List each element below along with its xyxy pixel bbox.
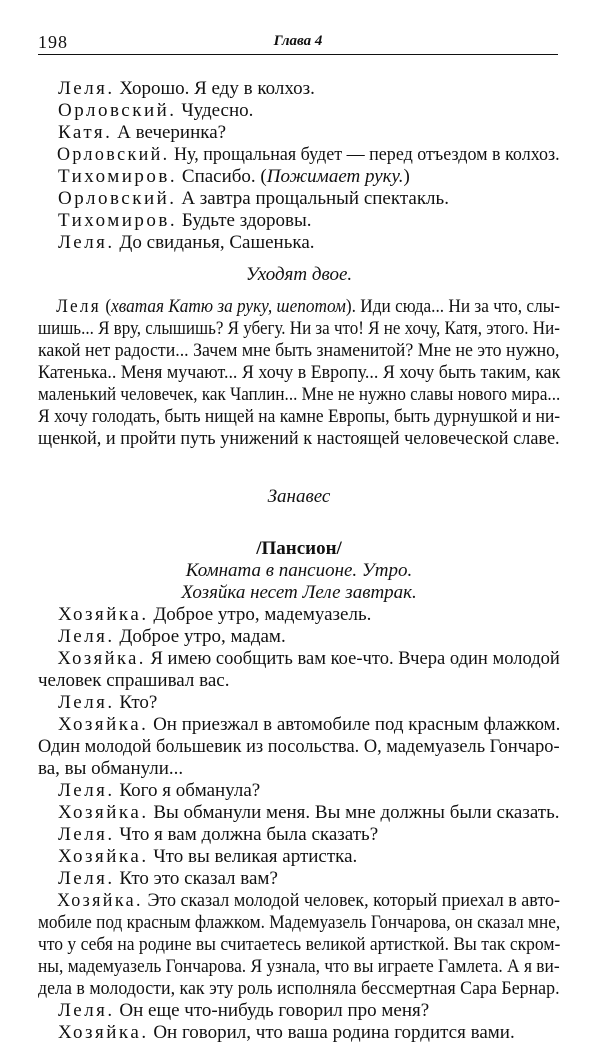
dialogue-line: Хозяйка. Что вы великая артистка.	[58, 846, 358, 867]
dialogue-line: Хозяйка. Доброе утро, мадемуазель.	[58, 604, 372, 625]
stage-direction: Уходят двое.	[245, 264, 353, 285]
dialogue-line: Катя. А вечеринка?	[58, 122, 227, 143]
dialogue-block-1	[38, 78, 560, 254]
dialogue-continuation: человек спрашивал вас.	[38, 670, 230, 691]
speaker-name: Леля.	[58, 692, 115, 713]
speaker-name: Хозяйка.	[57, 648, 146, 669]
speaker-name: Хозяйка.	[57, 714, 149, 735]
speech-paragraph	[38, 296, 560, 450]
dialogue-line: Хозяйка. Он приезжал в автомобиле под красным флажком.	[57, 714, 561, 735]
dialogue-line: Тихомиров. Спасибо. (Пожимает руку.)	[58, 166, 410, 187]
dialogue-block-2	[38, 604, 560, 1044]
speech-line: Катенька.. Меня мучают... Я хочу в Европу... Я хочу быть таким, как	[38, 362, 561, 383]
speaker-name: Орловский.	[56, 144, 170, 165]
dialogue-line: Орловский. А завтра прощальный спектакль.	[58, 188, 449, 209]
dialogue-line: Леля. Кого я обманула?	[58, 780, 261, 801]
speaker-name: Леля.	[58, 232, 115, 253]
speaker-name: Хозяйка.	[58, 604, 149, 625]
page-body	[38, 78, 560, 1044]
dialogue-line: Хозяйка. Вы обманули меня. Вы мне должны были сказать.	[58, 802, 560, 823]
speech-line: Я хочу голодать, быть нищей на камне Европы, быть дурнушкой и ни-	[38, 406, 561, 427]
dialogue-line: Леля. До свиданья, Сашенька.	[58, 232, 315, 253]
stage-direction-inline: Пожимает руку.	[266, 166, 404, 187]
scene-description: Комната в пансионе. Утро.	[185, 560, 413, 581]
speaker-name: Леля.	[58, 626, 115, 647]
speech-line: маленький человечек, как Чаплин... Мне не нужно славы нового мира...	[38, 384, 561, 405]
dialogue-line: Леля. Что я вам должна была сказать?	[58, 824, 379, 845]
dialogue-line: Леля. Доброе утро, мадам.	[58, 626, 286, 647]
speaker-name: Леля.	[58, 868, 115, 889]
dialogue-line: Орловский. Ну, прощальная будет — перед отъездом в колхоз.	[56, 144, 560, 165]
dialogue-continuation: ва, вы обманули...	[38, 758, 184, 779]
speaker-name: Катя.	[58, 122, 113, 143]
dialogue-continuation: Один молодой большевик из посольства. О, мадемуазель Гончаро-	[38, 736, 560, 757]
dialogue-line: Орловский. Чудесно.	[58, 100, 254, 121]
dialogue-continuation: дела в молодости, как эту роль исполняла бессмертная Сара Бернар.	[38, 978, 560, 999]
speaker-name: Тихомиров.	[58, 166, 178, 187]
scene-title: /Пансион/	[256, 538, 342, 559]
dialogue-line: Леля. Хорошо. Я еду в колхоз.	[58, 78, 315, 99]
dialogue-line: Леля. Он еще что-нибудь говорил про меня?	[58, 1000, 430, 1021]
dialogue-continuation: ны, мадемуазель Гончарова. Я узнала, что вы играете Гамлета. А я ви-	[38, 956, 560, 977]
chapter-title: Глава 4	[273, 33, 323, 49]
speaker-name: Хозяйка.	[58, 846, 149, 867]
dialogue-continuation: мобиле под красным флажком. Мадемуазель Гончарова, он сказал мне,	[38, 912, 561, 933]
speech-line: щенкой, и пройти путь унижений к настоящей человеческой славе.	[38, 428, 560, 449]
speaker-name: Леля	[56, 296, 102, 317]
speech-line: какой нет радости... Зачем мне быть знаменитой? Мне не это нужно,	[38, 340, 560, 361]
dialogue-line: Хозяйка. Он говорил, что ваша родина гордится вами.	[58, 1022, 515, 1043]
scene-description: Хозяйка несет Леле завтрак.	[181, 582, 417, 603]
speaker-name: Орловский.	[58, 188, 177, 209]
speaker-name: Орловский.	[58, 100, 177, 121]
page-header	[38, 32, 558, 55]
speaker-name: Леля.	[58, 824, 115, 845]
speaker-name: Леля.	[58, 780, 115, 801]
dialogue-line: Леля. Кто?	[58, 692, 158, 713]
dialogue-continuation: что у себя на родине вы считаетесь великой артисткой. Вы так скром-	[38, 934, 561, 955]
speaker-name: Тихомиров.	[58, 210, 178, 231]
dialogue-line: Хозяйка. Это сказал молодой человек, который приехал в авто-	[56, 890, 561, 911]
speech-line: Леля (хватая Катю за руку, шепотом). Иди сюда... Ни за что, слы-	[56, 296, 561, 317]
dialogue-line: Леля. Кто это сказал вам?	[58, 868, 278, 889]
stage-direction-inline: хватая Катю за руку, шепотом	[111, 296, 346, 317]
page-number: 198	[38, 32, 68, 52]
dialogue-line: Тихомиров. Будьте здоровы.	[58, 210, 312, 231]
speaker-name: Леля.	[58, 1000, 115, 1021]
speaker-name: Хозяйка.	[56, 890, 143, 911]
speech-line: шишь... Я вру, слышишь? Я убегу. Ни за что! Я не хочу, Катя, этого. Ни-	[38, 318, 560, 339]
speaker-name: Хозяйка.	[58, 1022, 149, 1043]
curtain-label: Занавес	[267, 486, 331, 507]
dialogue-line: Хозяйка. Я имею сообщить вам кое-что. Вчера один молодой	[57, 648, 560, 669]
speaker-name: Леля.	[58, 78, 115, 99]
speaker-name: Хозяйка.	[58, 802, 149, 823]
